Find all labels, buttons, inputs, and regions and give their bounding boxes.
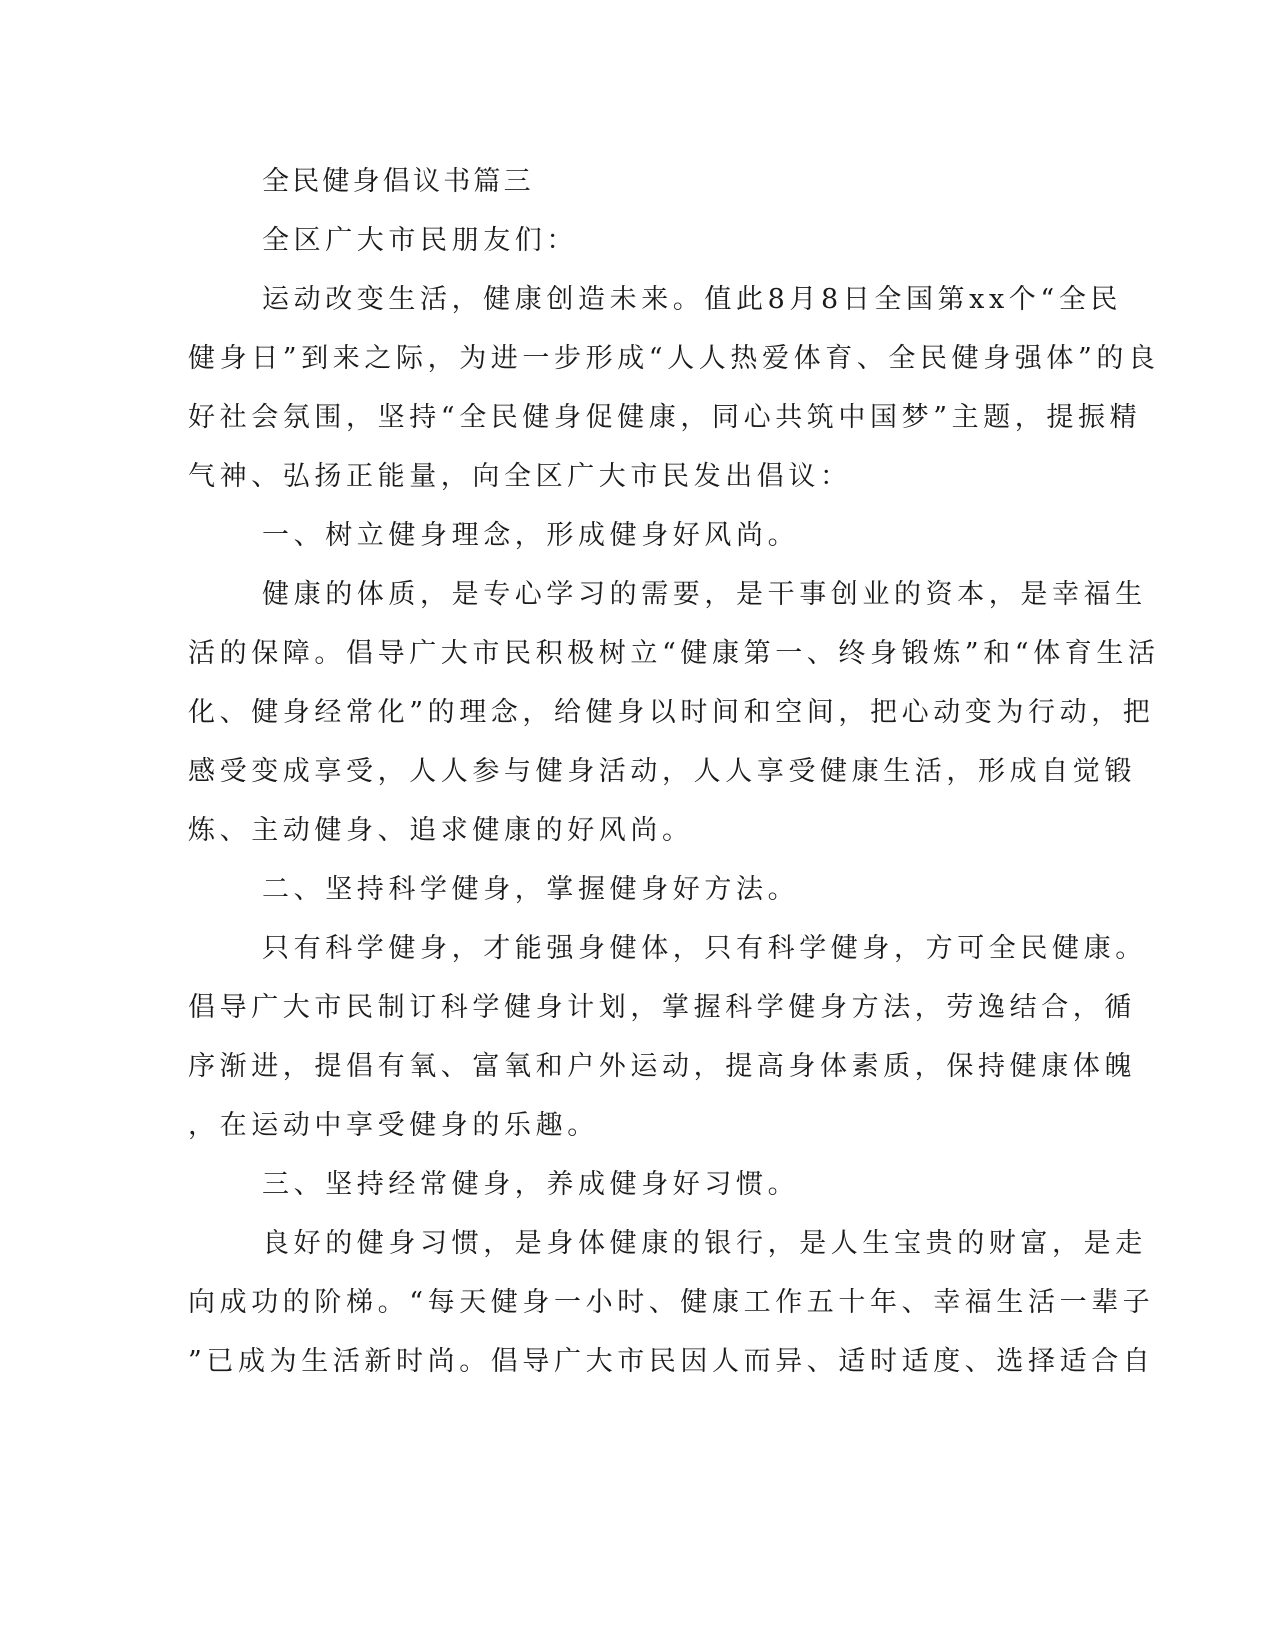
paragraph-line: 健康的体质，是专心学习的需要，是干事创业的资本，是幸福生 bbox=[262, 579, 1147, 610]
paragraph-line: 良好的健身习惯，是身体健康的银行，是人生宝贵的财富，是走 bbox=[262, 1228, 1147, 1259]
paragraph-line: 只有科学健身，才能强身健体，只有科学健身，方可全民健康。 bbox=[262, 933, 1147, 964]
paragraph-line: 活的保障。倡导广大市民积极树立“健康第一、终身锻炼”和“体育生活 bbox=[188, 638, 1160, 669]
document-title: 全民健身倡议书篇三 bbox=[262, 166, 534, 197]
paragraph-line: 感受变成享受，人人参与健身活动，人人享受健康生活，形成自觉锻 bbox=[188, 756, 1136, 787]
section-heading: 一、树立健身理念，形成健身好风尚。 bbox=[262, 520, 800, 551]
paragraph-line: 健身日”到来之际，为进一步形成“人人热爱体育、全民健身强体”的良 bbox=[188, 343, 1160, 374]
paragraph-line: 化、健身经常化”的理念，给健身以时间和空间，把心动变为行动，把 bbox=[188, 697, 1155, 728]
paragraph-line: 好社会氛围，坚持“全民健身促健康，同心共筑中国梦”主题，提振精 bbox=[188, 402, 1142, 433]
paragraph-line: 气神、弘扬正能量，向全区广大市民发出倡议： bbox=[188, 461, 852, 492]
paragraph-line: 倡导广大市民制订科学健身计划，掌握科学健身方法，劳逸结合，循 bbox=[188, 992, 1136, 1023]
paragraph-line: 炼、主动健身、追求健康的好风尚。 bbox=[188, 815, 694, 846]
paragraph-line: 向成功的阶梯。“每天健身一小时、健康工作五十年、幸福生活一辈子 bbox=[188, 1287, 1155, 1318]
paragraph-line: ，在运动中享受健身的乐趣。 bbox=[188, 1110, 599, 1141]
section-heading: 三、坚持经常健身，养成健身好习惯。 bbox=[262, 1169, 800, 1200]
salutation: 全区广大市民朋友们： bbox=[262, 225, 578, 256]
paragraph-line: ”已成为生活新时尚。倡导广大市民因人而异、适时适度、选择适合自 bbox=[188, 1346, 1155, 1377]
paragraph-line: 运动改变生活，健康创造未来。值此8月8日全国第xx个“全民 bbox=[262, 284, 1123, 315]
paragraph-line: 序渐进，提倡有氧、富氧和户外运动，提高身体素质，保持健康体魄 bbox=[188, 1051, 1136, 1082]
section-heading: 二、坚持科学健身，掌握健身好方法。 bbox=[262, 874, 800, 905]
